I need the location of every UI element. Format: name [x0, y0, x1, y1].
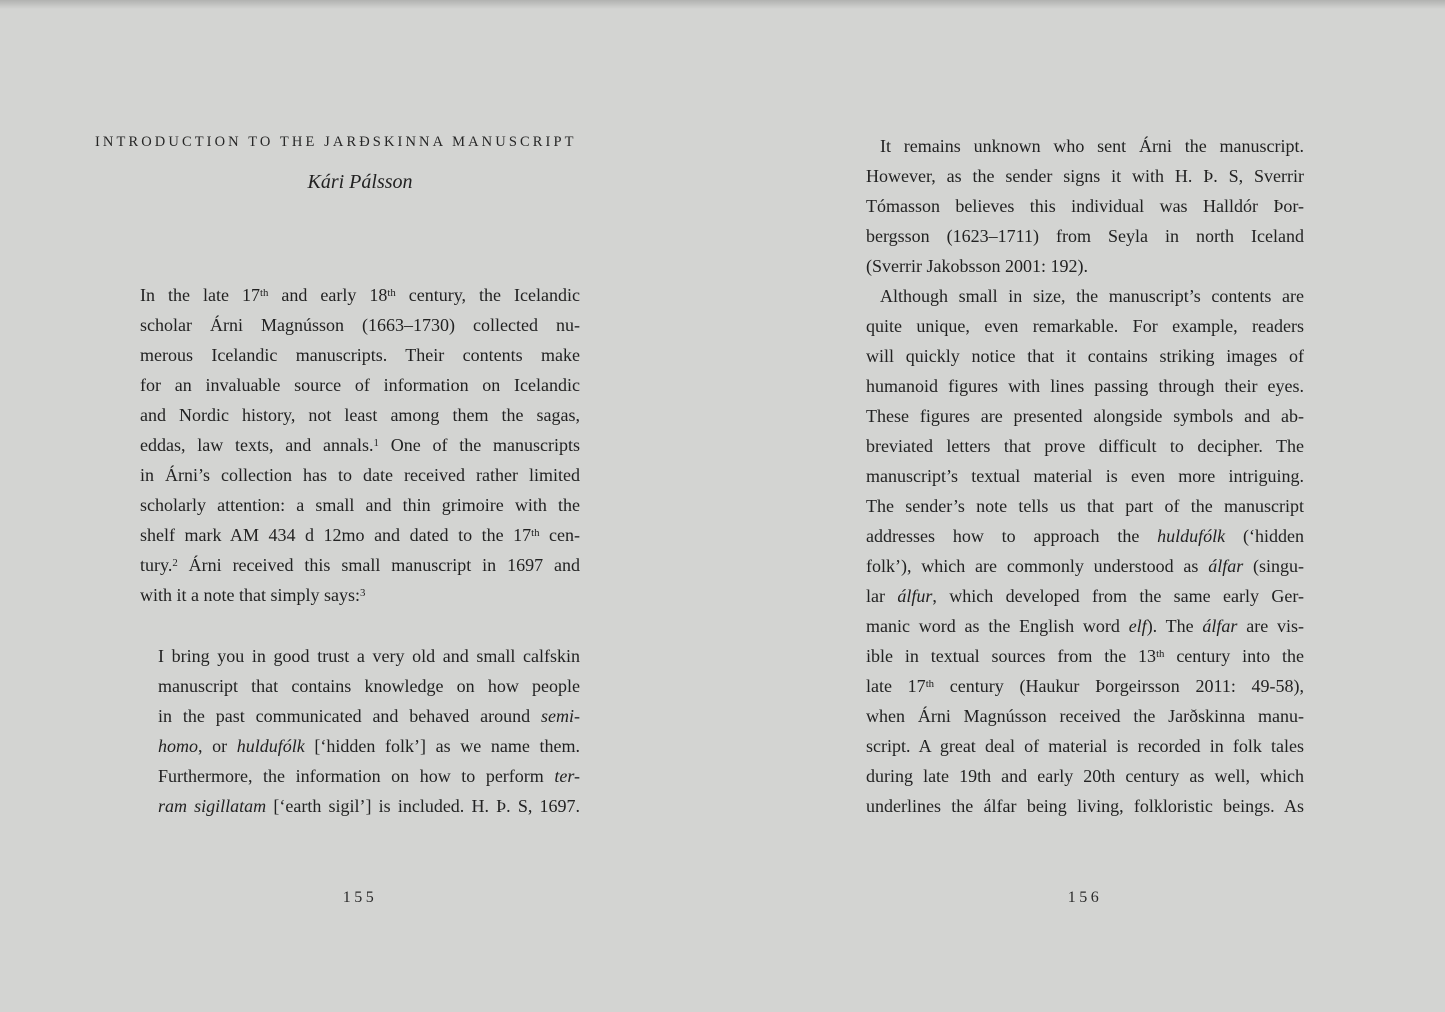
text-line: script. A great deal of material is recorded in folk tales: [866, 736, 1304, 756]
text-line: when Árni Magnússon received the Jarðskinna manu-: [866, 706, 1304, 726]
page-number-left: 155: [342, 889, 378, 906]
text-line: homo, or huldufólk [‘hidden folk’] as we name them.: [158, 736, 580, 756]
page-number-right: 156: [1067, 889, 1103, 906]
text-line: addresses how to approach the huldufólk (‘hidden: [866, 526, 1304, 546]
text-line: for an invaluable source of information on Icelandic: [140, 375, 580, 395]
paragraph: [866, 131, 1304, 281]
text-line: and Nordic history, not least among them the sagas,: [140, 405, 580, 425]
text-line: humanoid figures with lines passing through their eyes.: [866, 376, 1304, 396]
text-line: The sender’s note tells us that part of the manuscript: [866, 496, 1304, 516]
text-line: ram sigillatam [‘earth sigil’] is included. H. Þ. S, 1697.: [158, 796, 580, 816]
text-line: manuscript that contains knowledge on how people: [158, 676, 580, 696]
text-line: These figures are presented alongside symbols and ab-: [866, 406, 1304, 426]
text-line: will quickly notice that it contains striking images of: [866, 346, 1304, 366]
author-name: Kári Pálsson: [307, 171, 413, 193]
text-line: manuscript’s textual material is even more intriguing.: [866, 466, 1304, 486]
left-page-body: [140, 280, 580, 821]
text-line: manic word as the English word elf). The álfar are vis-: [866, 616, 1304, 636]
text-line: It remains unknown who sent Árni the manuscript.: [880, 136, 1304, 156]
text-line: In the late 17th and early 18th century, the Icelandic: [140, 285, 580, 305]
text-line: Although small in size, the manuscript’s contents are: [880, 286, 1304, 306]
paragraph: [866, 281, 1304, 821]
text-line: in Árni’s collection has to date received rather limited: [140, 465, 580, 485]
text-line: Tómasson believes this individual was Halldór Þor-: [866, 196, 1304, 216]
text-line: tury.$^2$ Árni received this small manuscript in 1697 and: [140, 555, 580, 575]
text-line: bergsson (1623–1711) from Seyla in north Iceland: [866, 226, 1304, 246]
text-line: breviated letters that prove difficult to decipher. The: [866, 436, 1304, 456]
text-line: underlines the álfar being living, folkloristic beings. As: [866, 796, 1304, 816]
text-line: scholar Árni Magnússon (1663–1730) collected nu-: [140, 315, 580, 335]
text-line: lar álfur, which developed from the same early Ger-: [866, 586, 1304, 606]
text-line: eddas, law texts, and annals.$^1$ One of the manuscripts: [140, 435, 580, 455]
right-page-body: [866, 131, 1304, 821]
block-quote: [158, 641, 580, 821]
paragraph: [140, 280, 580, 610]
top-edge-shadow: [0, 0, 1445, 9]
text-line: Furthermore, the information on how to perform ter-: [158, 766, 580, 786]
chapter-heading: INTRODUCTION TO THE JARÐSKINNA MANUSCRIPT: [95, 134, 577, 150]
text-line: folk’), which are commonly understood as álfar (singu-: [866, 556, 1304, 576]
text-line: ible in textual sources from the 13th century into the: [866, 646, 1304, 666]
text-line: (Sverrir Jakobsson 2001: 192).: [866, 256, 1088, 276]
text-line: merous Icelandic manuscripts. Their contents make: [140, 345, 580, 365]
text-line: However, as the sender signs it with H. Þ. S, Sverrir: [866, 166, 1304, 186]
text-line: with it a note that simply says:$^3$: [140, 585, 366, 605]
text-line: quite unique, even remarkable. For example, readers: [866, 316, 1304, 336]
text-line: shelf mark AM 434 d 12mo and dated to the 17th cen-: [140, 525, 580, 545]
text-line: late 17th century (Haukur Þorgeirsson 2011: 49-58),: [866, 676, 1304, 696]
text-line: scholarly attention: a small and thin grimoire with the: [140, 495, 580, 515]
text-line: in the past communicated and behaved around semi-: [158, 706, 580, 726]
text-line: I bring you in good trust a very old and small calfskin: [158, 646, 580, 666]
text-line: during late 19th and early 20th century as well, which: [866, 766, 1304, 786]
